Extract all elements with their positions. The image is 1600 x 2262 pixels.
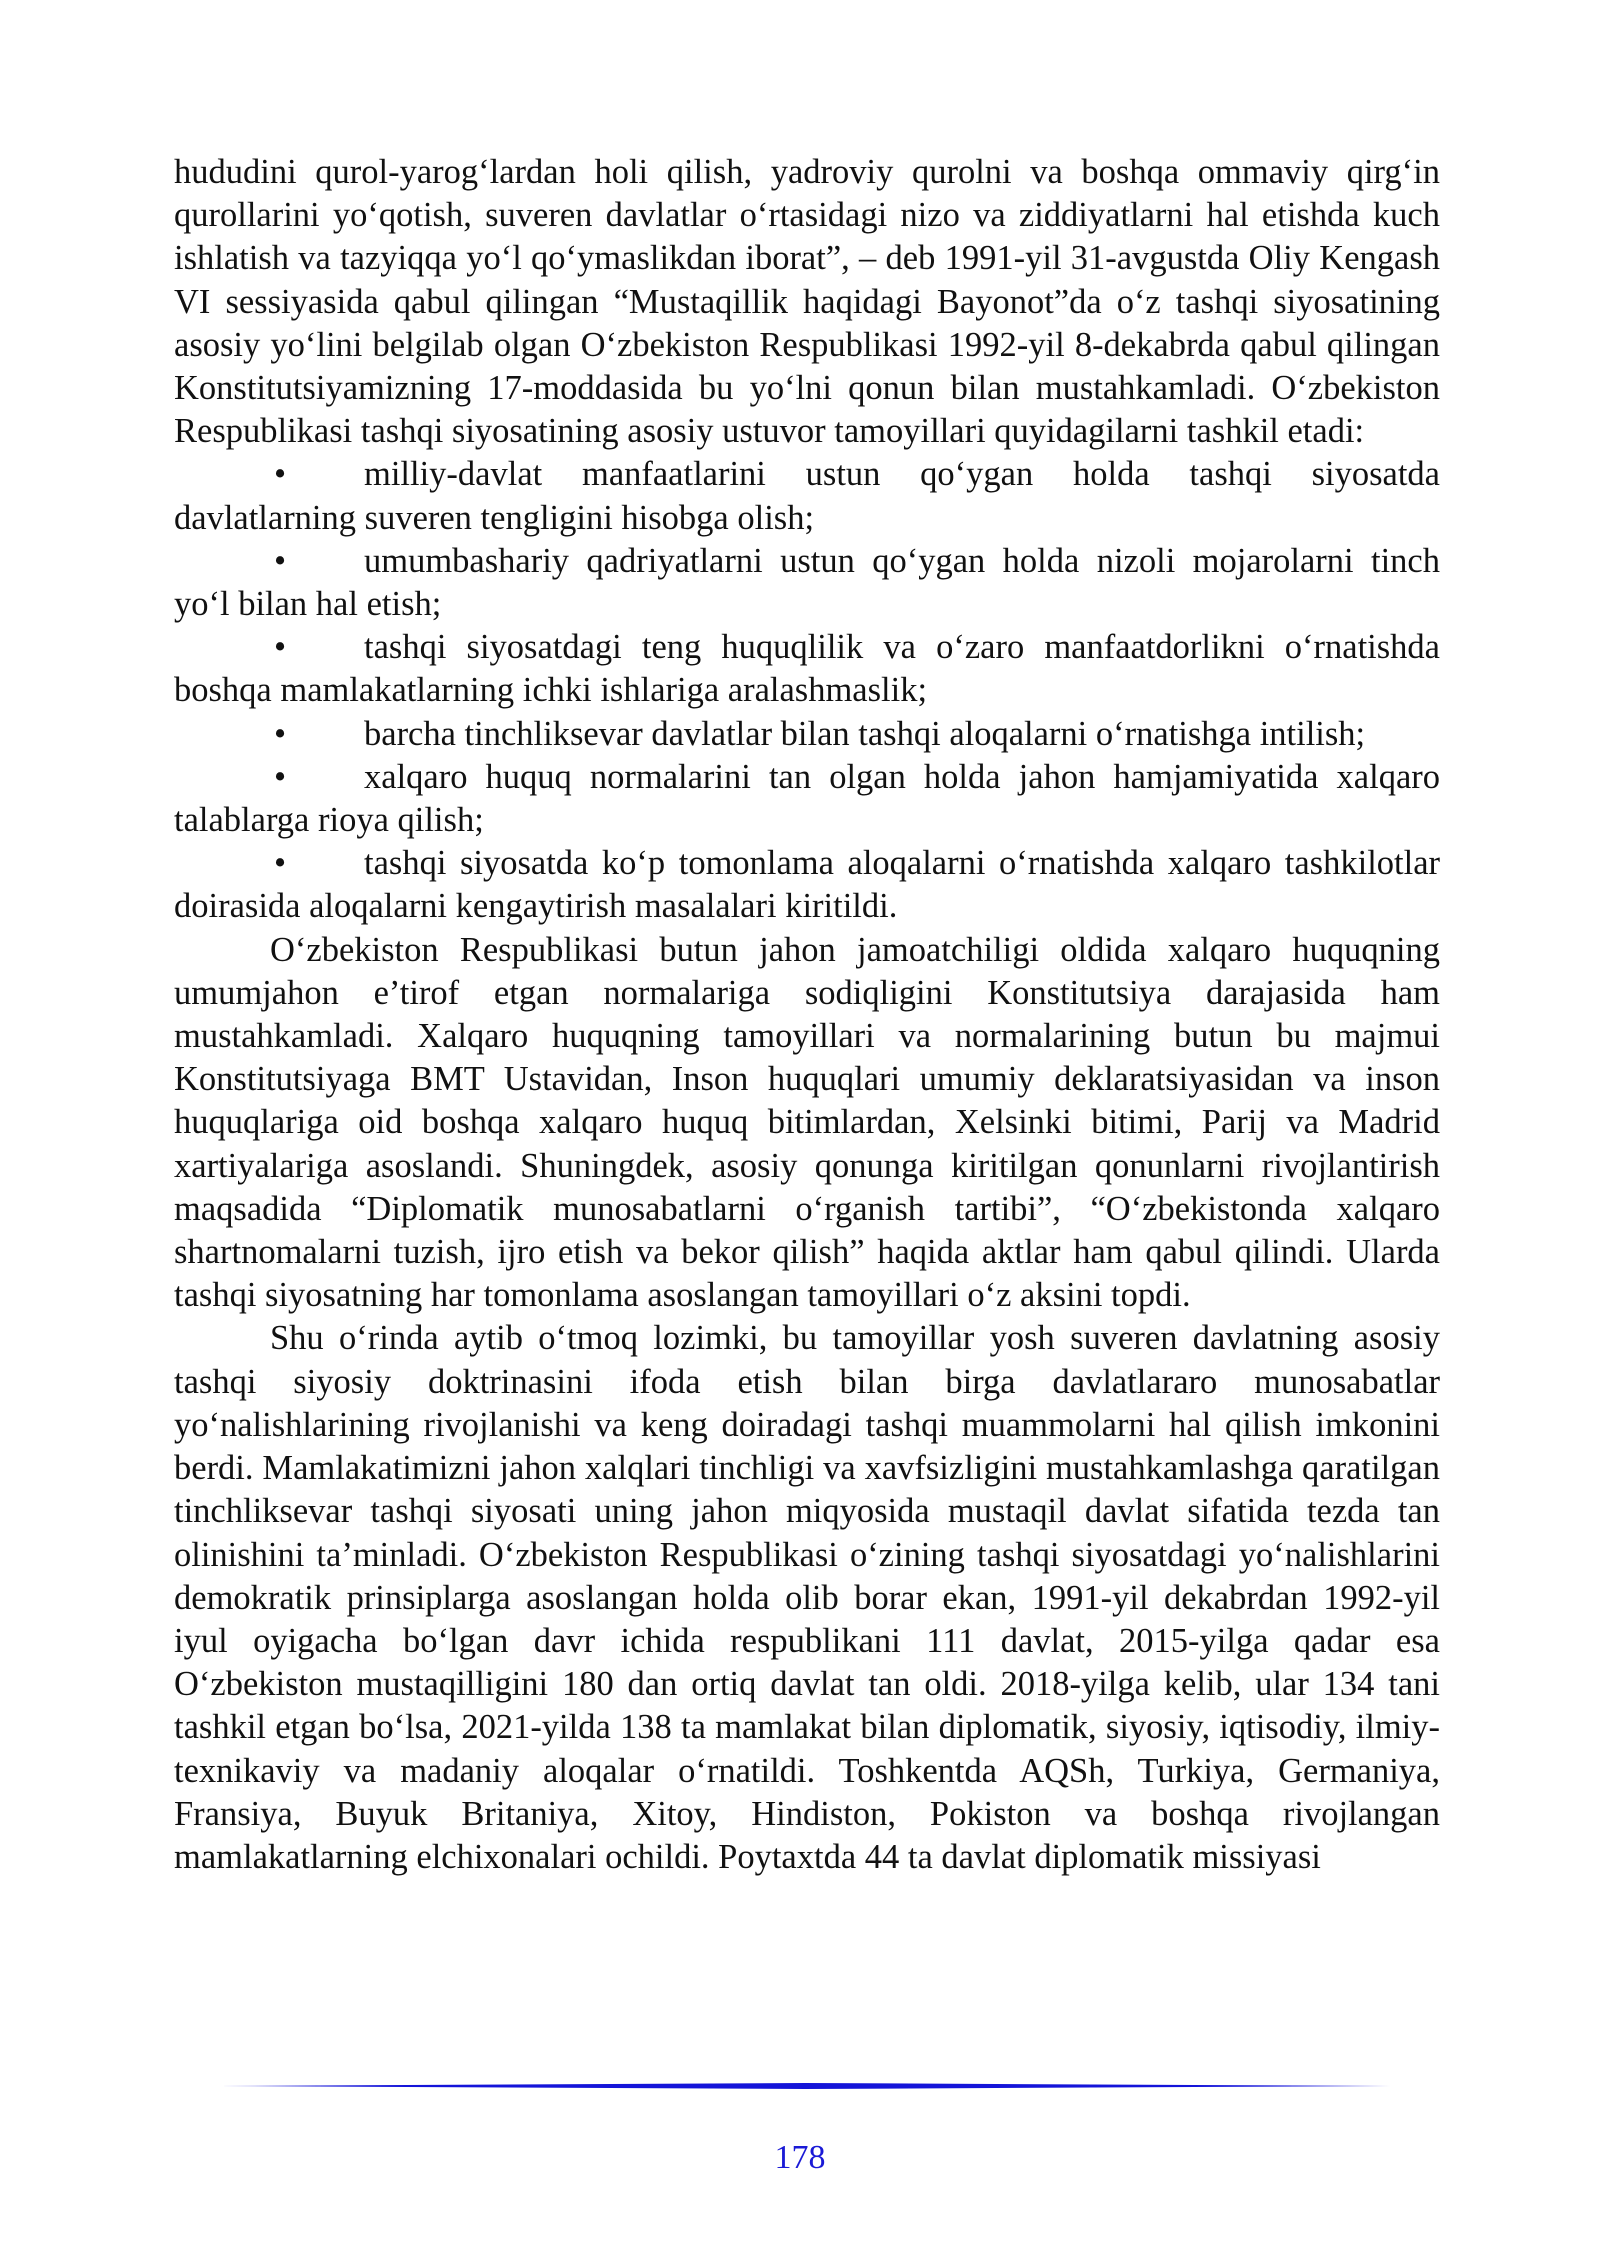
bullet-marker: • <box>274 757 287 796</box>
bullet-text: barcha tinchliksevar davlatlar bilan tashqi aloqalarni o‘rnatishga intilish; <box>364 714 1366 753</box>
page-body <box>174 151 1440 1879</box>
page-number: 178 <box>774 2139 826 2176</box>
bullet-marker: • <box>274 844 287 883</box>
bullet-marker: • <box>274 714 287 753</box>
bullet-text: umumbashariy qadriyatlarni ustun qo‘ygan holda nizoli mojarolarni tinch yo‘l bilan hal etish; <box>174 541 1440 624</box>
bullet-text: tashqi siyosatda ko‘p tomonlama aloqalarni o‘rnatishda xalqaro tashkilotlar doirasida aloqalarni kengaytirish masalalari kiritildi. <box>174 844 1440 926</box>
bullet-text: xalqaro huquq normalarini tan olgan holda jahon hamjamiyatida xalqaro talablarga rioya qilish; <box>174 757 1440 840</box>
bullet-item <box>174 842 1440 928</box>
bullet-item <box>174 626 1440 712</box>
bullet-item <box>174 713 1440 756</box>
body-paragraph: O‘zbekiston Respublikasi butun jahon jamoatchiligi oldida xalqaro huquqning umumjahon e’tirof etgan normalariga sodiqligini Konstitutsiya darajasida ham mustahkamladi. Xalqaro huquqning tamoyillari va normalarining butun bu majmui Konstitutsiyaga BMT Ustavidan, Inson huquqlari umumiy deklaratsiyasidan va inson huquqlariga oid boshqa xalqaro huquq bitimlardan, Xelsinki bitimi, Parij va Madrid xartiyalariga asoslandi. Shuningdek, asosiy qonunga kiritilgan qonunlarni rivojlantirish maqsadida “Diplomatik munosabatlarni o‘rganish tartibi”, “O‘zbekistonda xalqaro shartnomalarni tuzish, ijro etish va bekor qilish” haqida aktlar ham qabul qilindi. Ularda tashqi siyosatning har tomonlama asoslangan tamoyillari o‘z aksini topdi. <box>174 930 1440 1315</box>
bullet-marker: • <box>274 541 287 580</box>
opening-paragraph: hududini qurol-yarog‘lardan holi qilish, yadroviy qurolni va boshqa ommaviy qirg‘in qurollarini yo‘qotish, suveren davlatlar o‘rtasidagi nizo va ziddiyatlarni hal etishda kuch ishlatish va tazyiqqa yo‘l qo‘ymaslikdan iborat”, – deb 1991-yil 31-avgustda Oliy Kengash VI sessiyasida qabul qilingan “Mustaqillik haqidagi Bayonot”da o‘z tashqi siyosatining asosiy yo‘lini belgilab olgan O‘zbekiston Respublikasi 1992-yil 8-dekabrda qabul qilingan Konstitutsiyamizning 17-moddasida bu yo‘lni qonun bilan mustahkamladi. O‘zbekiston Respublikasi tashqi siyosatining asosiy ustuvor tamoyillari quyidagilarni tashkil etadi: <box>174 153 1440 451</box>
bullet-item <box>174 453 1440 539</box>
bullet-marker: • <box>274 455 287 494</box>
footer-rule <box>220 2083 1390 2089</box>
bullet-item <box>174 540 1440 626</box>
body-paragraph: Shu o‘rinda aytib o‘tmoq lozimki, bu tamoyillar yosh suveren davlatning asosiy tashqi siyosiy doktrinasini ifoda etish bilan birga davlatlararo munosabatlar yo‘nalishlarining rivojlanishi va keng doiradagi tashqi muammolarni hal qilish imkonini berdi. Mamlakatimizni jahon xalqlari tinchligi va xavfsizligini mustahkamlashga qaratilgan tinchliksevar tashqi siyosati uning jahon miqyosida mustaqil davlat sifatida tezda tan olinishini ta’minladi. O‘zbekiston Respublikasi o‘zining tashqi siyosatdagi yo‘nalishlarini demokratik prinsiplarga asoslangan holda olib borar ekan, 1991-yil dekabrdan 1992-yil iyul oyigacha bo‘lgan davr ichida respublikani 111 davlat, 2015-yilga qadar esa O‘zbekiston mustaqilligini 180 dan ortiq davlat tan oldi. 2018-yilga kelib, ular 134 tani tashkil etgan bo‘lsa, 2021-yilda 138 ta mamlakat bilan diplomatik, siyosiy, iqtisodiy, ilmiy-texnikaviy va madaniy aloqalar o‘rnatildi. Toshkentda AQSh, Turkiya, Germaniya, Fransiya, Buyuk Britaniya, Xitoy, Hindiston, Pokiston va boshqa rivojlangan mamlakatlarning elchixonalari ochildi. Poytaxtda 44 ta davlat diplomatik missiyasi <box>174 1319 1440 1876</box>
bullet-text: milliy-davlat manfaatlarini ustun qo‘ygan holda tashqi siyosatda davlatlarning suveren tengligini hisobga olish; <box>174 455 1440 537</box>
bullet-text: tashqi siyosatdagi teng huquqlilik va o‘zaro manfaatdorlikni o‘rnatishda boshqa mamlakatlarning ichki ishlariga aralashmaslik; <box>174 628 1440 710</box>
bullet-marker: • <box>274 628 287 667</box>
bullet-item <box>174 756 1440 842</box>
